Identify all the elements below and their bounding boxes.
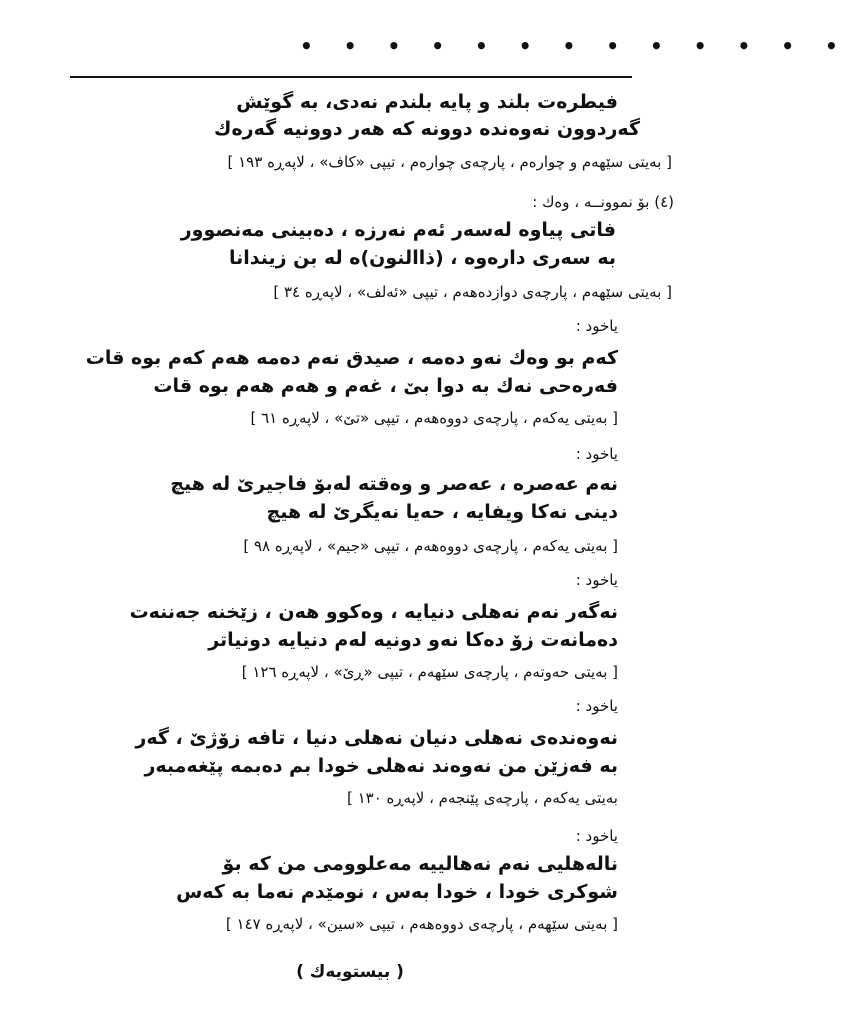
verse-line: فەرەحی نەك بە دوا بێ ، غەم و هەم هەم بوە قات [153,375,618,397]
alternative-intro: یاخود : [575,445,618,463]
verse-reference: بەیتی یەکەم ، پارچەی پێنجەم ، لاپەڕە ١٣٠ ] [346,789,618,807]
page-number: ( بیستویەك ) [296,962,404,982]
header-rule [70,76,632,78]
verse-reference: [ بەیتی سێهەم ، پارچەی دووەهەم ، تیپی «سین» ، لاپەڕە ١٤٧ ] [225,915,618,933]
verse-reference: [ بەیتی یەکەم ، پارچەی دووەهەم ، تیپی «تێ» ، لاپەڕە ٦١ ] [250,409,618,427]
alternative-intro: یاخود : [575,317,618,335]
verse-line: گەردوون نەوەندە دوونە کە هەر دوونیە گەرەك [214,118,640,140]
verse-line: بە فەزێن من نەوەند نەهلی خودا بم دەبمە پێغەمبەر [144,755,618,777]
verse-line: شوکری خودا ، خودا بەس ، نومێدم نەما بە کەس [176,881,618,903]
verse-line: فیطرەت بلند و پایە بلندم نەدی، بە گوێش [236,91,618,113]
alternative-intro: یاخود : [575,571,618,589]
alternative-intro: یاخود : [575,827,618,845]
verse-line: نەوەندەی نەهلی دنیان نەهلی دنیا ، تافە زۆژێ ، گەر [135,727,618,749]
verse-line: نەم عەصرە ، عەصر و وەقتە لەبۆ فاجیرێ لە هیچ [170,473,618,495]
verse-line: فاتی پیاوە لەسەر ئەم نەرزە ، دەبینی مەنصوور [180,219,616,241]
verse-reference: [ بەیتی یەکەم ، پارچەی دووەهەم ، تیپی «جیم» ، لاپەڕە ٩٨ ] [243,537,618,555]
verse-line: دەمانەت زۆ دەکا نەو دونیە لەم دنیایە دونیاتر [208,629,618,651]
verse-reference: [ بەیتی سێهەم ، پارچەی دوازدەهەم ، تیپی «ئەلف» ، لاپەڕە ٣٤ ] [273,283,672,301]
verse-line: بە سەری دارەوە ، (ذاالنون)ە لە بن زیندانا [228,247,616,269]
verse-line: نەگەر نەم نەهلی دنیایە ، وەکوو هەن ، زێخنە جەننەت [129,601,618,623]
verse-line: کەم بو وەك نەو دەمە ، صیدق نەم دەمە هەم کەم بوە قات [85,347,618,369]
header-dots: • • • • • • • • • • • • • [300,34,850,58]
verse-reference: [ بەیتی سێهەم و چوارەم ، پارچەی چوارەم ، تیپی «کاف» ، لاپەڕە ١٩٣ ] [227,153,672,171]
alternative-intro: یاخود : [575,697,618,715]
verse-line: نالەهلیی نەم نەهالییە مەعلوومی من کە بۆ [222,853,618,875]
verse-reference: [ بەیتی حەوتەم ، پارچەی سێهەم ، تیپی «ڕێ» ، لاپەڕە ١٢٦ ] [241,663,618,681]
verse-line: دینی نەکا ویفایە ، حەیا نەیگرێ لە هیچ [266,501,618,523]
example-intro: (٤) بۆ نموونــە ، وەك : [532,193,674,211]
